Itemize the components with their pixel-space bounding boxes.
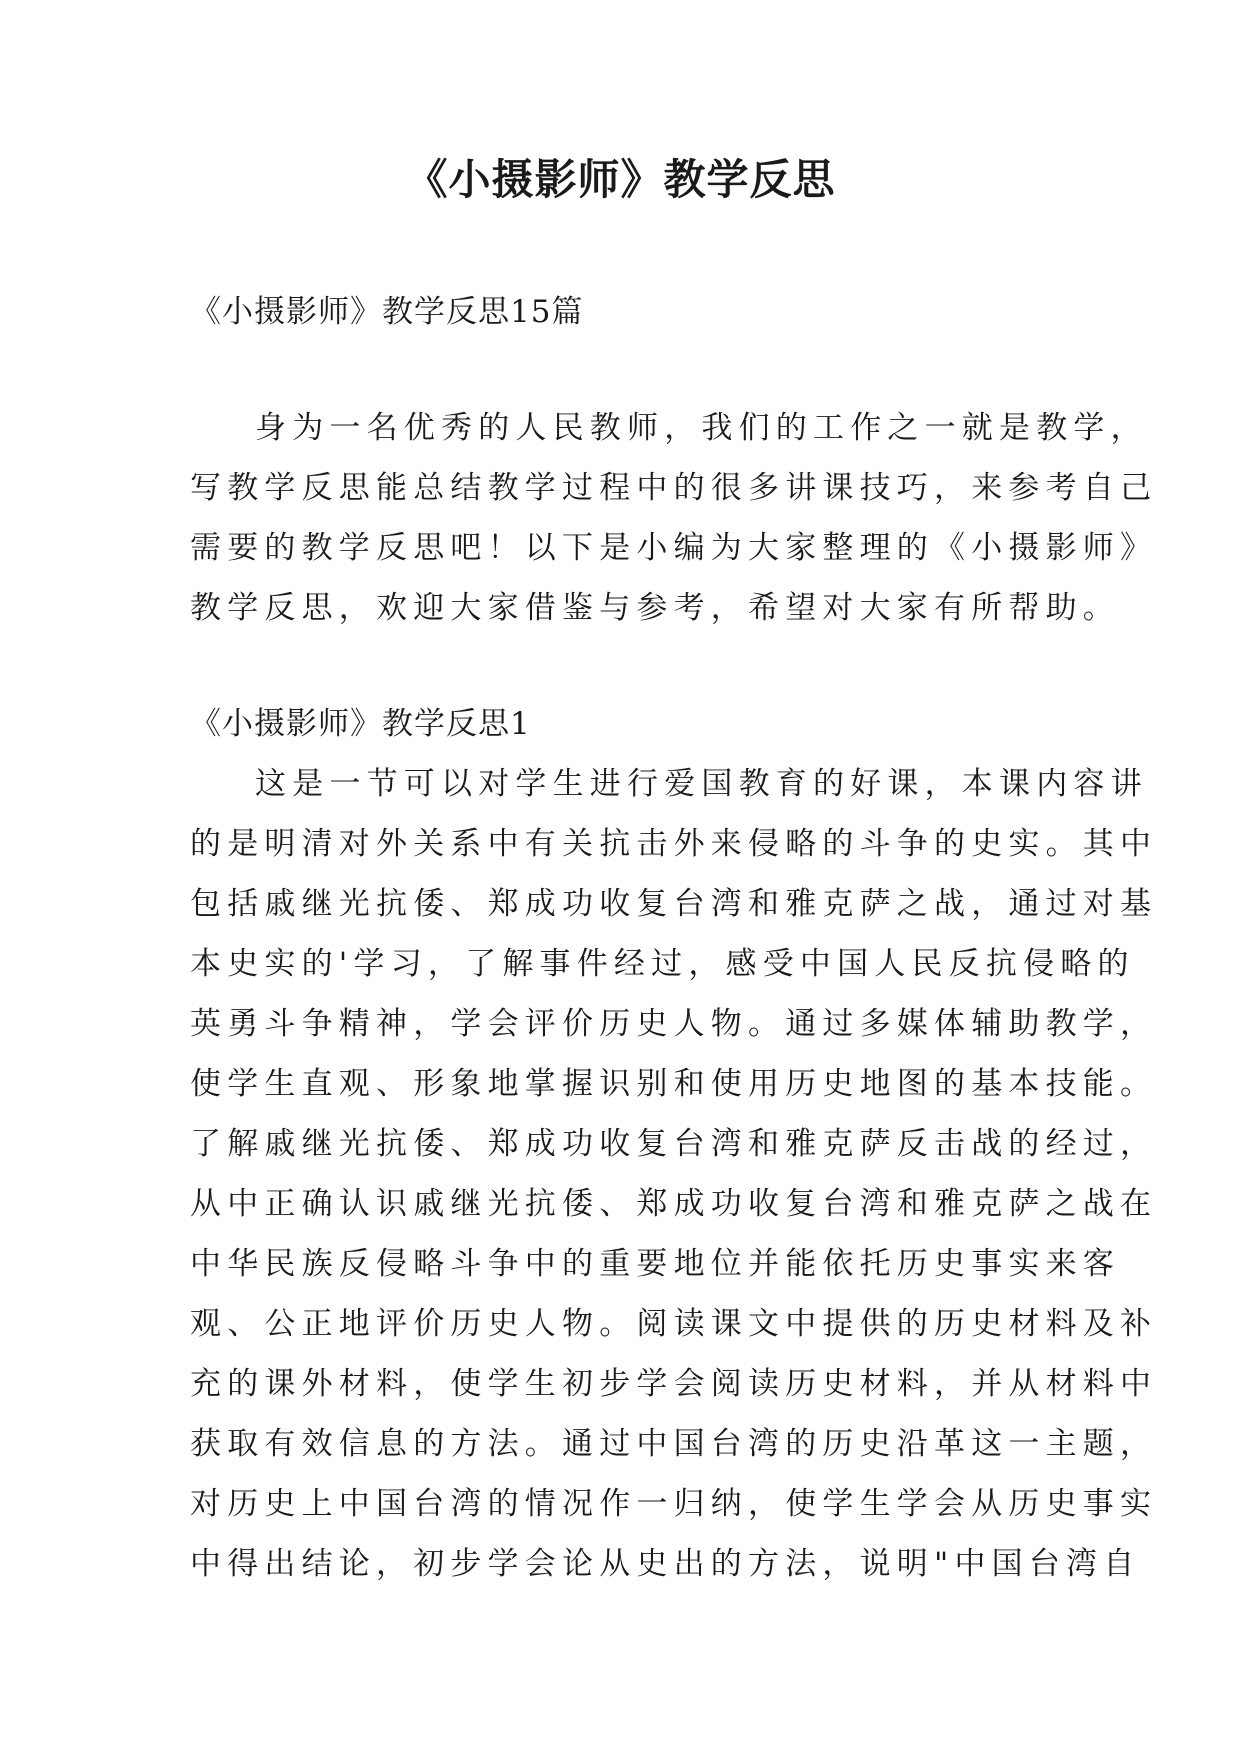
intro-line-2: 写教学反思能总结教学过程中的很多讲课技巧，来参考自己 xyxy=(190,470,1158,506)
section-line-7: 了解戚继光抗倭、郑成功收复台湾和雅克萨反击战的经过， xyxy=(190,1126,1158,1162)
section-heading: 《小摄影师》教学反思1 xyxy=(190,706,531,742)
intro-line-1: 身为一名优秀的人民教师，我们的工作之一就是教学， xyxy=(255,410,1148,446)
section-line-10: 观、公正地评价历史人物。阅读课文中提供的历史材料及补 xyxy=(190,1306,1158,1342)
section-line-4: 本史实的'学习，了解事件经过，感受中国人民反抗侵略的 xyxy=(190,946,1135,982)
section-line-1: 这是一节可以对学生进行爱国教育的好课，本课内容讲 xyxy=(255,766,1148,802)
section-line-12: 获取有效信息的方法。通过中国台湾的历史沿革这一主题， xyxy=(190,1426,1158,1462)
intro-line-3: 需要的教学反思吧！以下是小编为大家整理的《小摄影师》 xyxy=(190,530,1158,566)
section-line-6: 使学生直观、形象地掌握识别和使用历史地图的基本技能。 xyxy=(190,1066,1158,1102)
section-line-8: 从中正确认识戚继光抗倭、郑成功收复台湾和雅克萨之战在 xyxy=(190,1186,1158,1222)
collection-heading: 《小摄影师》教学反思15篇 xyxy=(190,294,584,330)
section-line-13: 对历史上中国台湾的情况作一归纳，使学生学会从历史事实 xyxy=(190,1486,1158,1522)
section-line-9: 中华民族反侵略斗争中的重要地位并能依托历史事实来客 xyxy=(190,1246,1120,1282)
section-line-3: 包括戚继光抗倭、郑成功收复台湾和雅克萨之战，通过对基 xyxy=(190,886,1158,922)
intro-line-4: 教学反思，欢迎大家借鉴与参考，希望对大家有所帮助。 xyxy=(190,590,1120,626)
section-line-2: 的是明清对外关系中有关抗击外来侵略的斗争的史实。其中 xyxy=(190,826,1158,862)
section-line-5: 英勇斗争精神，学会评价历史人物。通过多媒体辅助教学， xyxy=(190,1006,1158,1042)
section-line-14: 中得出结论，初步学会论从史出的方法，说明"中国台湾自 xyxy=(190,1546,1141,1582)
section-line-11: 充的课外材料，使学生初步学会阅读历史材料，并从材料中 xyxy=(190,1366,1158,1402)
document-title: 《小摄影师》教学反思 xyxy=(405,155,836,204)
